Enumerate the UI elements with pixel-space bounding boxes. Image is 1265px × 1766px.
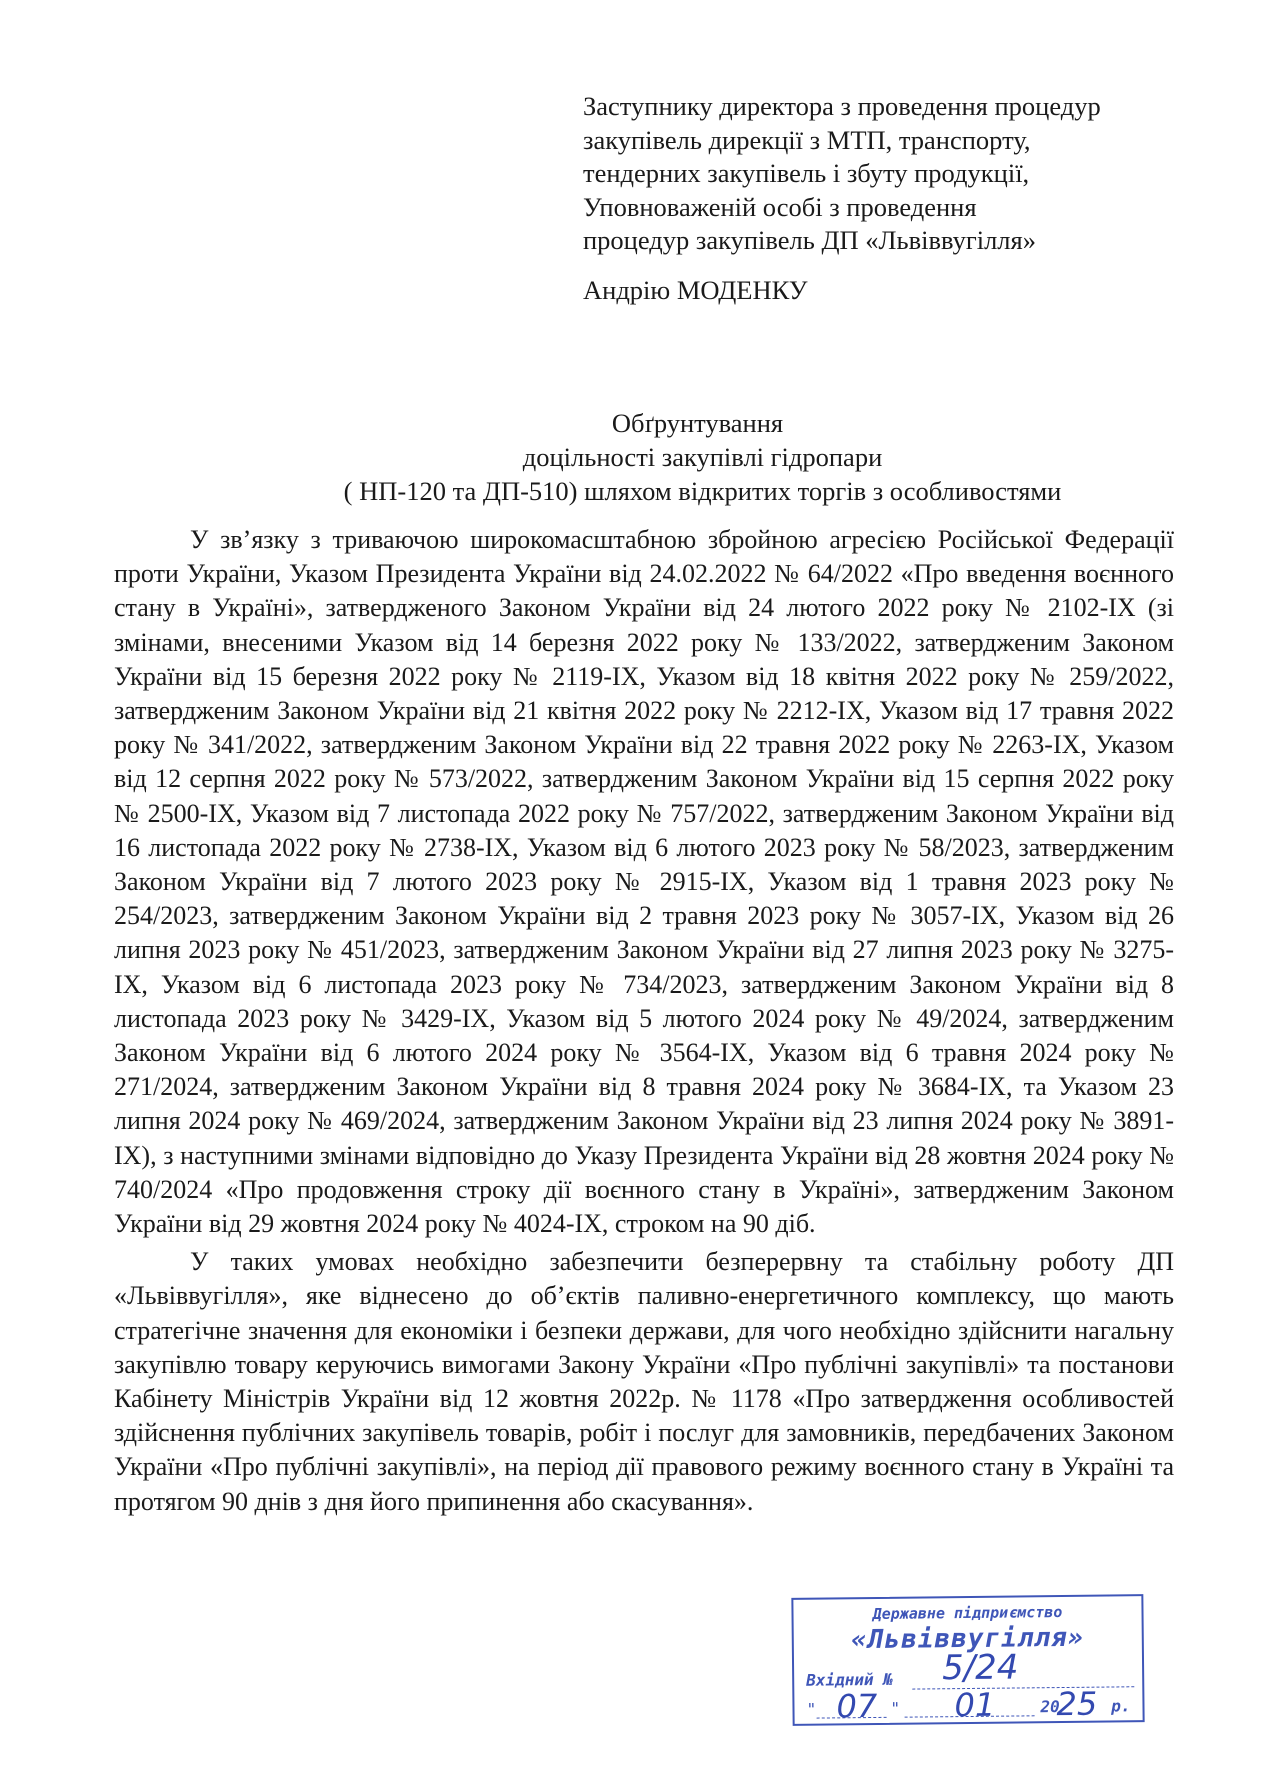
title-line-1: Обґрунтування	[611, 408, 784, 438]
document-title	[0, 406, 1265, 508]
title-line-3: ( НП-120 та ДП-510) шляхом відкритих торгів з особливостями	[343, 476, 1062, 506]
body-paragraph-1: У зв’язку з триваючою широкомасштабною збройною агресією Російської Федерації проти України, Указом Президента України від 24.02.2022 № 64/2022 «Про введення воєнного стану в Україні», затвердженого Законом України від 24 лютого 2022 року № 2102-IX (зі змінами, внесеними Указом від 14 березня 2022 року № 133/2022, затвердженим Законом України від 15 березня 2022 року № 2119-IX, Указом від 18 квітня 2022 року № 259/2022, затвердженим Законом України від 21 квітня 2022 року № 2212-IX, Указом від 17 травня 2022 року № 341/2022, затвердженим Законом України від 22 травня 2022 року № 2263-IX, Указом від 12 серпня 2022 року № 573/2022, затвердженим Законом України від 15 серпня 2022 року № 2500-IX, Указом від 7 листопада 2022 року № 757/2022, затвердженим Законом України від 16 листопада 2022 року № 2738-IX, Указом від 6 лютого 2023 року № 58/2023, затвердженим Законом України від 7 лютого 2023 року № 2915-IX, Указом від 1 травня 2023 року № 254/2023, затвердженим Законом України від 2 травня 2023 року № 3057-IX, Указом від 26 липня 2023 року № 451/2023, затвердженим Законом України від 27 липня 2023 року № 3275-IX, Указом від 6 листопада 2023 року № 734/2023, затвердженим Законом України від 8 листопада 2023 року № 3429-IX, Указом від 5 лютого 2024 року № 49/2024, затвердженим Законом України від 6 лютого 2024 року № 3564-IX, Указом від 6 травня 2024 року № 271/2024, затвердженим Законом України від 8 травня 2024 року № 3684-IX, та Указом 23 липня 2024 року № 469/2024, затвердженим Законом України від 23 липня 2024 року № 3891-IX), з наступними змінами відповідно до Указу Президента України від 28 жовтня 2024 року № 740/2024 «Про продовження строку дії воєнного стану в Україні», затвердженим Законом України від 29 жовтня 2024 року № 4024-IX, строком на 90 діб.	[114, 525, 1174, 1239]
addressee-name: Андрію МОДЕНКУ	[583, 274, 808, 305]
stamp-year-suffix: р.	[1111, 1696, 1131, 1716]
stamp-month: 01	[954, 1685, 996, 1725]
stamp-incoming-number: 5/24	[941, 1647, 1019, 1689]
stamp-org-name: «Львіввугілля»	[851, 1622, 1085, 1656]
addressee-line: Уповноваженій особі з проведення	[583, 191, 977, 222]
incoming-stamp	[791, 1594, 1144, 1726]
document-body	[114, 523, 1174, 1523]
stamp-year: 25	[1056, 1684, 1098, 1724]
stamp-day: 07	[836, 1686, 878, 1726]
stamp-year-prefix: 20	[1040, 1697, 1060, 1717]
addressee-line: закупівель дирекції з МТП, транспорту,	[583, 124, 1031, 155]
stamp-day-open-quote: "	[806, 1699, 817, 1719]
title-line-2: доцільності закупівлі гідропари	[522, 442, 883, 472]
addressee-line: процедур закупівель ДП «Львіввугілля»	[583, 225, 1036, 255]
addressee-block	[583, 90, 1223, 307]
stamp-incoming-label: Вхідний №	[806, 1669, 894, 1690]
stamp-day-close-quote: "	[890, 1698, 901, 1718]
body-paragraph-2: У таких умовах необхідно забезпечити безперервну та стабільну роботу ДП «Львіввугілля», яке віднесено до об’єктів паливно-енергетичного комплексу, що мають стратегічне значення для економіки і безпеки держави, для чого необхідно здійснити нагальну закупівлю товару керуючись вимогами Закону України «Про публічні закупівлі» та постанови Кабінету Міністрів України від 12 жовтня 2022р. № 1178 «Про затвердження особливостей здійснення публічних закупівель товарів, робіт і послуг для замовників, передбачених Законом України «Про публічні закупівлі», на період дії правового режиму воєнного стану в Україні та протягом 90 днів з дня його припинення або скасування».	[114, 1247, 1174, 1516]
addressee-line: тендерних закупівель і збуту продукції,	[583, 158, 1030, 188]
stamp-org-type: Державне підприємство	[872, 1603, 1063, 1623]
addressee-line: Заступнику директора з проведення процедур	[583, 91, 1101, 121]
